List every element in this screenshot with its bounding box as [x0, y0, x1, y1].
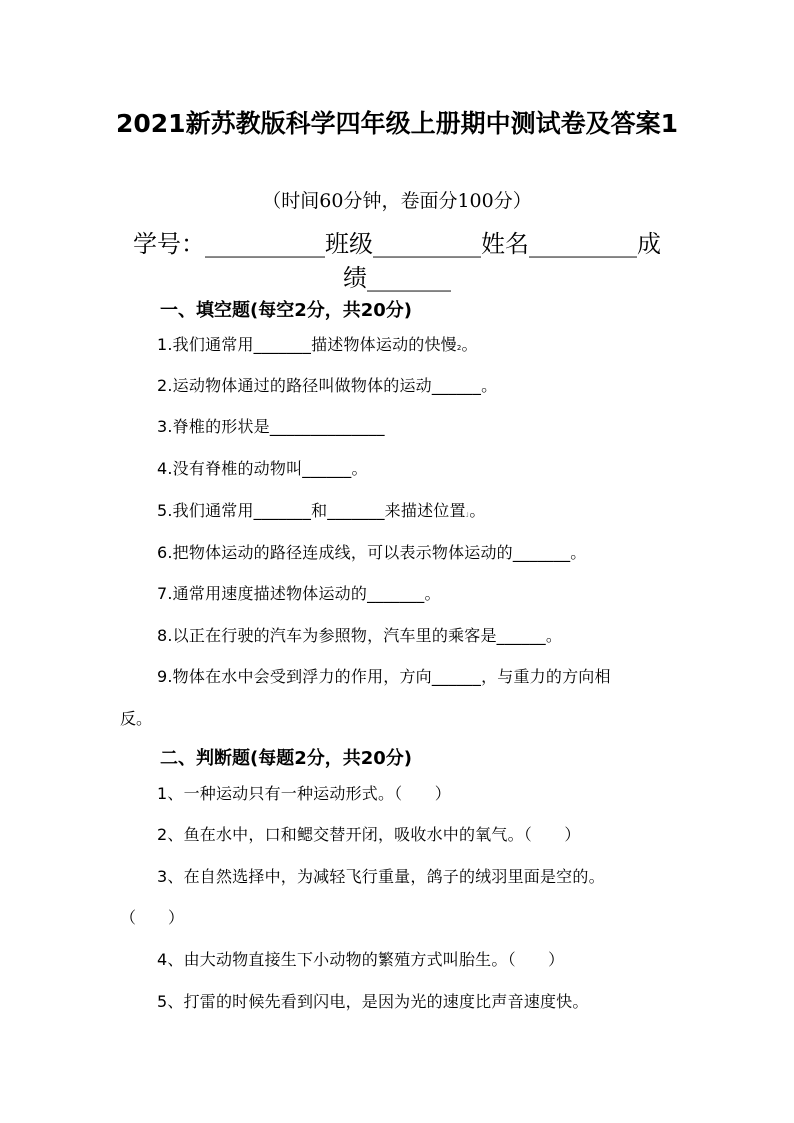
section-heading-true-false: 二、判断题(每题2分，共20分): [160, 748, 413, 769]
question-fill-1: [157, 332, 478, 355]
question-tf-3-continuation: （ ）: [120, 908, 185, 927]
question-fill-2: 2.运动物体通过的路径叫做物体的运动______。: [157, 376, 498, 395]
question-text: 1.我们通常用_______描述物体运动的快慢: [157, 335, 457, 354]
question-tf-3: 3、在自然选择中，为减轻飞行重量，鸽子的绒羽里面是空的。: [157, 867, 605, 886]
question-end: 。: [461, 335, 478, 354]
question-fill-9: 9.物体在水中会受到浮力的作用，方向______，与重力的方向相: [157, 667, 611, 686]
question-fill-7: 7.通常用速度描述物体运动的_______。: [157, 584, 441, 603]
exam-subtitle: （时间60分钟，卷面分100分）: [262, 190, 532, 212]
section-heading-fill-in: 一、填空题(每空2分，共20分): [160, 300, 413, 321]
question-fill-3: 3.脊椎的形状是______________: [157, 417, 385, 436]
question-fill-5: [157, 498, 486, 521]
stray-mark: 2: [456, 344, 462, 352]
question-fill-4: 4.没有脊椎的动物叫______。: [157, 459, 368, 478]
question-tf-5: 5、打雷的时候先看到闪电，是因为光的速度比声音速度快。: [157, 992, 589, 1011]
stray-mark: 」: [465, 510, 470, 518]
student-info-line-1: 学号：__________班级_________姓名_________成: [133, 230, 661, 258]
student-info-line-2: 绩_______: [343, 264, 451, 292]
question-fill-9-continuation: 反。: [120, 709, 153, 728]
document-title: 2021新苏教版科学四年级上册期中测试卷及答案1: [116, 109, 678, 138]
question-tf-1: 1、一种运动只有一种运动形式。（ ）: [157, 784, 451, 803]
question-end: 。: [469, 501, 486, 520]
question-text: 5.我们通常用_______和_______来描述位置: [157, 501, 466, 520]
question-tf-2: 2、鱼在水中，口和鳃交替开闭，吸收水中的氧气。（ ）: [157, 825, 581, 844]
question-fill-6: 6.把物体运动的路径连成线，可以表示物体运动的_______。: [157, 543, 587, 562]
question-fill-8: 8.以正在行驶的汽车为参照物，汽车里的乘客是______。: [157, 626, 563, 645]
question-tf-4: 4、由大动物直接生下小动物的繁殖方式叫胎生。（ ）: [157, 950, 565, 969]
